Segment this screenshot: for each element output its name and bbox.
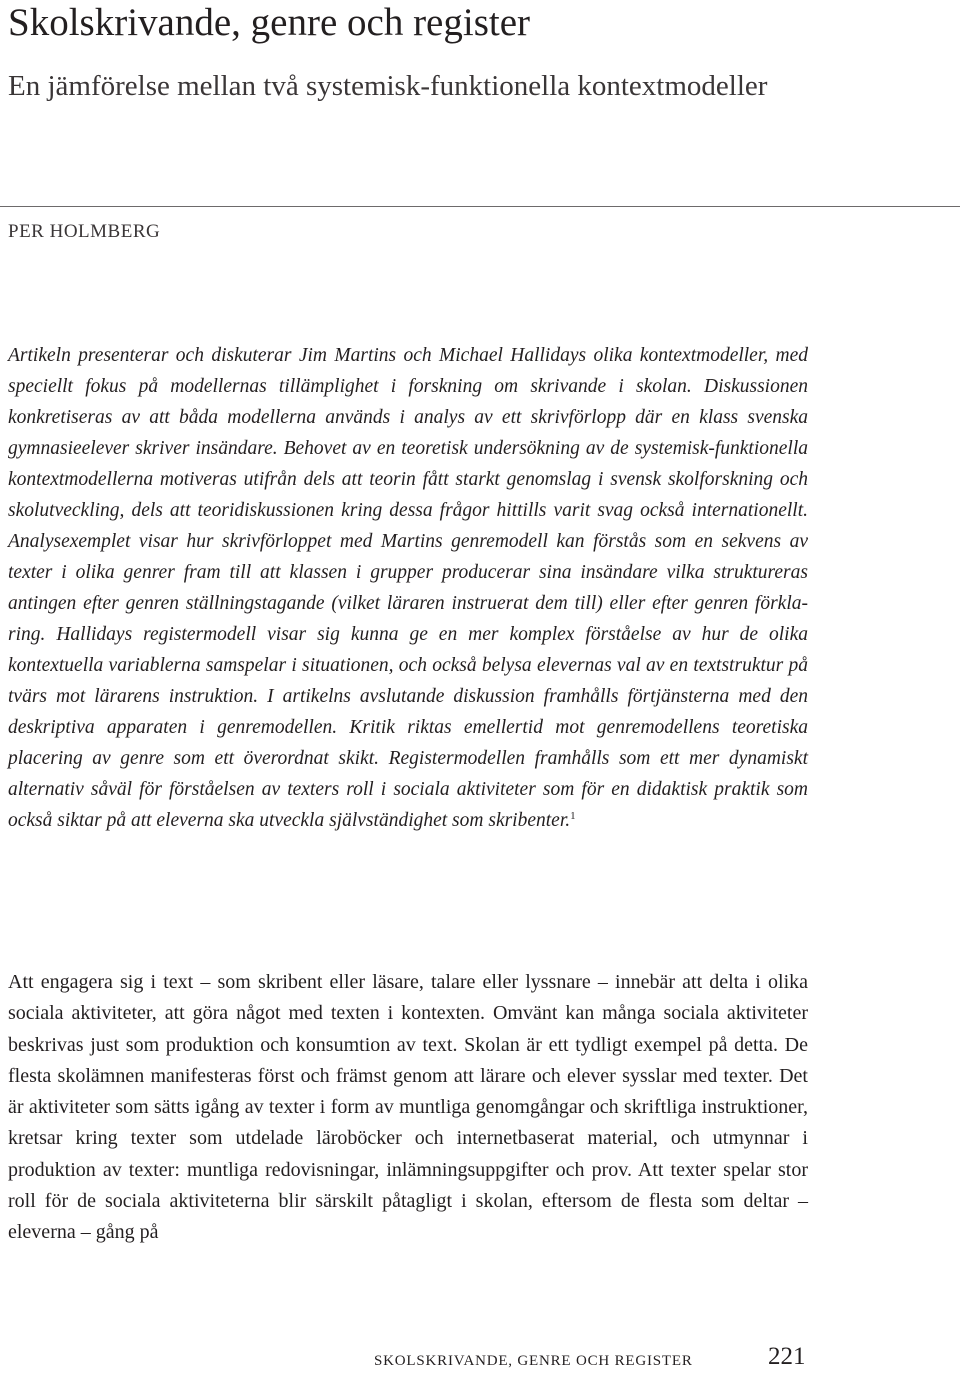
footnote-marker: 1 xyxy=(570,810,576,822)
abstract xyxy=(8,340,808,836)
page-number: 221 xyxy=(768,1343,806,1370)
author-name: PER HOLMBERG xyxy=(8,221,161,242)
abstract-text: Artikeln presenterar och diskuterar Jim Martins och Michael Hallidays olika kontextmodeller, med speciellt fokus på modellernas tillämplighet i forskning om skrivande i skolan. Diskussionen konkretiseras av att båda modellerna används i analys av ett skrivförlopp där en klass svenska gymnasieelever skriver insändare. Behovet av en teoretisk undersökning av de systemisk-funktionella kontextmodellerna motiveras utifrån dels att teorin fått starkt genomslag i svensk skolforskning och skolutveckling, dels att teoridiskussionen kring dessa frågor hittills varit svag också internationellt. Analysexemplet visar hur skrivförloppet med Martins genremodell kan förstås som en sekvens av texter i olika genrer fram till att klassen i grupper producerar sina insändare vilka struktureras antingen efter genren ställningstagande (vilket läraren instruerat dem till) eller efter genren förklaring. Hallidays registermodell visar sig kunna ge en mer komplex förståelse av hur de olika kontextuella variablerna samspelar i situationen, och också belysa elevernas val av en textstruktur på tvärs mot lärarens instruktion. I artikelns avslutande diskussion framhålls förtjänsterna med den deskriptiva apparaten i genremodellen. Kritik riktas emellertid mot genremodellens teoretiska placering av genre som ett överordnat skikt. Registermodellen framhålls som ett mer dynamiskt alternativ såväl för förståelsen av texters roll i sociala aktiviteter som för en didaktisk praktik som också siktar på att eleverna ska utveckla självständighet som skribenter. xyxy=(8,345,808,831)
title-divider xyxy=(0,206,960,207)
article-title: Skolskrivande, genre och register xyxy=(8,1,531,44)
body-paragraph: Att engagera sig i text – som skribent eller läsare, talare eller lyssnare – innebär att delta i olika sociala aktiviteter, att göra något med texten i kontexten. Omvänt kan många sociala aktiviteter beskrivas just som produktion och konsumtion av text. Skolan är ett tydligt exempel på detta. De flesta skolämnen manifesteras först och främst genom att lärare och elever sysslar med texter. Det är aktiviteter som sätts igång av texter i form av muntliga genomgångar och skriftliga instruktioner, kretsar kring texter som utdelade läroböcker och internetbaserat material, och utmynnar i produktion av texter: muntliga redovisningar, inlämningsuppgifter och prov. Att texter spelar stor roll för de sociala aktiviteterna blir särskilt påtagligt i skolan, eftersom de flesta som deltar – eleverna – gång på xyxy=(8,971,808,1244)
article-subtitle: En jämförelse mellan två systemisk-funktionella kontextmodeller xyxy=(8,70,768,102)
running-head: SKOLSKRIVANDE, GENRE OCH REGISTER xyxy=(374,1353,693,1369)
